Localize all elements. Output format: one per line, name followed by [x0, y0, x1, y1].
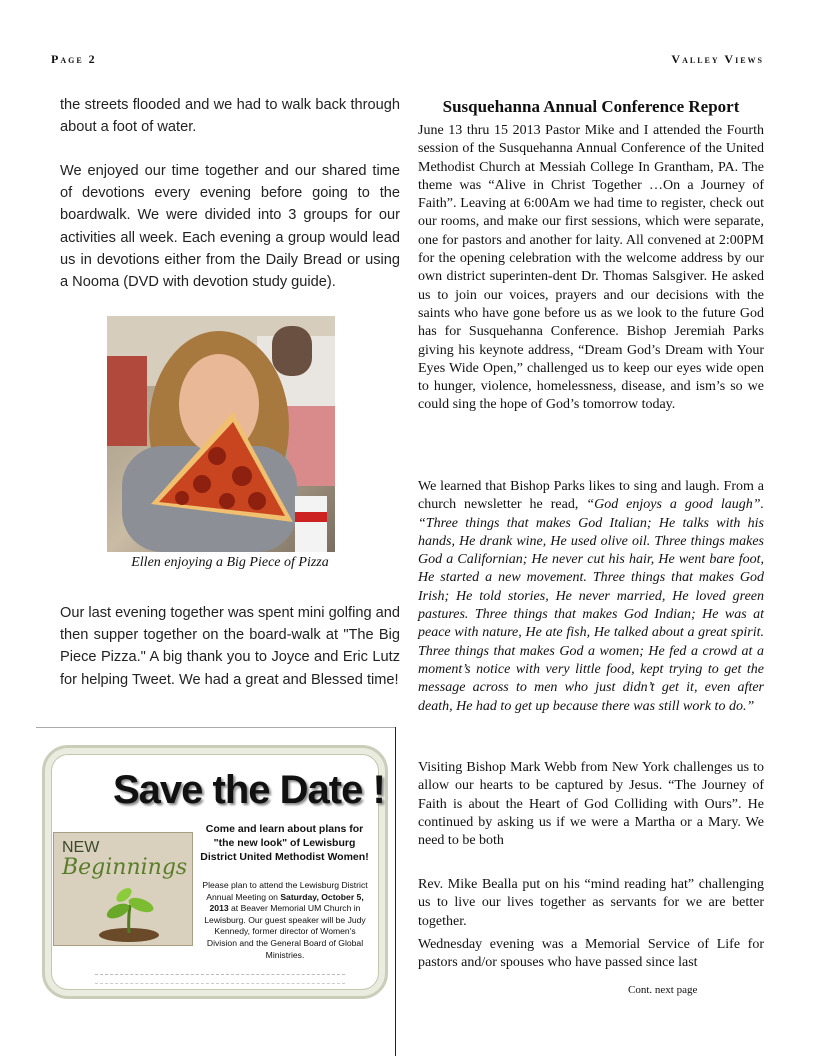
- logo-beginnings-text: Beginnings: [62, 855, 188, 880]
- paragraph-memorial: Wednesday evening was a Memorial Service of Life for pastors and/or spouses who have passed since last: [418, 937, 764, 971]
- column-divider: [395, 727, 396, 1056]
- paragraph-devotions: We enjoyed our time together and our shared time of devotions every evening before going to the boardwalk. We were divided into 3 groups for our activities all week. Each evening a group would lead us in devotions either from the Daily Bread or using a Nooma (DVD with devotion study guide).: [60, 163, 400, 291]
- bishop-parks-intro: We learned that Bishop Parks likes to sing and laugh. From a church newsletter he read,: [418, 479, 764, 513]
- paragraph-streets: the streets flooded and we had to walk back through about a foot of water.: [60, 97, 400, 136]
- flyer-decorative-border: [95, 974, 345, 984]
- new-beginnings-logo: [53, 832, 193, 946]
- newsletter-name: Valley Views: [671, 52, 764, 66]
- continued-note: Cont. next page: [628, 984, 698, 996]
- photo-caption: Ellen enjoying a Big Piece of Pizza: [131, 555, 329, 570]
- flyer-title: Save the Date !: [113, 768, 385, 812]
- paragraph-bishop-webb: Visiting Bishop Mark Webb from New York challenges us to allow our hearts to be captured by Jesus. “The Journey of Faith is about the Heart of God Colliding with Ours”. He continued by asking us if we were a Martha or a Mary. We need to be both: [418, 760, 764, 849]
- save-the-date-flyer: [42, 745, 388, 999]
- page-number: Page 2: [51, 52, 97, 66]
- pizza-photo: [107, 316, 335, 552]
- paragraph-last-evening: Our last evening together was spent mini golfing and then supper together on the board-walk at "The Big Piece Pizza." A big thank you to Joyce and Eric Lutz for helping Tweet. We had a great and Blessed time!: [60, 605, 400, 688]
- paragraph-bishop-parks: [418, 478, 764, 716]
- logo-new-text: NEW: [62, 839, 100, 856]
- paragraph-rev-bealla: Rev. Mike Bealla put on his “mind reading hat” challenging us to live our lives together as servants for we are better together.: [418, 877, 764, 929]
- article-title: Susquehanna Annual Conference Report: [442, 97, 740, 116]
- flyer-date: Saturday, October 5, 2013: [209, 891, 364, 914]
- flyer-details-b: at Beaver Memorial UM Church in Lewisburg. Our guest speaker will be Judy Kennedy, former director of Women's Division and the General Board of Global Ministries.: [204, 903, 366, 960]
- seedling-icon: [94, 883, 164, 943]
- flyer-details: [199, 880, 371, 961]
- bishop-parks-quote: “God enjoys a good laugh”. “Three things that makes God Italian; He talks with his hands, He drank wine, He used olive oil. Three things makes God a Californian; He never cut his hair, He went bare foot, He started a new movement. Three things that makes God Irish; He told stories, He never married, He loved green pastures. Three things that makes God Indian; He was at peace with nature, He ate fish, He talked about a great spirit. Three things that makes God a women; He fed a crowd at a moment’s notice with very little food, kept trying to get the message across to men who just didn’t get it, even after death, He had to get up because there was still work to do.”: [418, 497, 764, 714]
- flyer-intro: Come and learn about plans for "the new look" of Lewisburg District United Methodist Women!: [200, 823, 369, 863]
- paragraph-conference: June 13 thru 15 2013 Pastor Mike and I attended the Fourth session of the Susquehanna Annual Conference of the United Methodist Church at Messiah College In Grantham, PA. The theme was “Alive in Christ Together …On a Journey of Faith”. Leaving at 6:00Am we had time to register, check out our rooms, and make our first sessions, which were separate, one for pastors and another for laity. All convened at 2:00PM for the opening celebration with the welcome address by our own district superinten-dent Dr. Thomas Salsgiver. He asked us to join our voices, prayers and our decisions with the saints who have gone before us as we look to the future God has for Susquehanna Conference. Bishop Jeremiah Parks giving his keynote address, “Dream God’s Dream with Your Eyes Wide Open,” challenged us to keep our eyes wide open to hunger, violence, homelessness, disease, and ism’s so we could sing the hope of God’s tomorrow today.: [418, 123, 764, 413]
- flyer-details-a: Please plan to attend the Lewisburg District Annual Meeting on: [202, 880, 368, 902]
- flyer-divider: [36, 727, 396, 728]
